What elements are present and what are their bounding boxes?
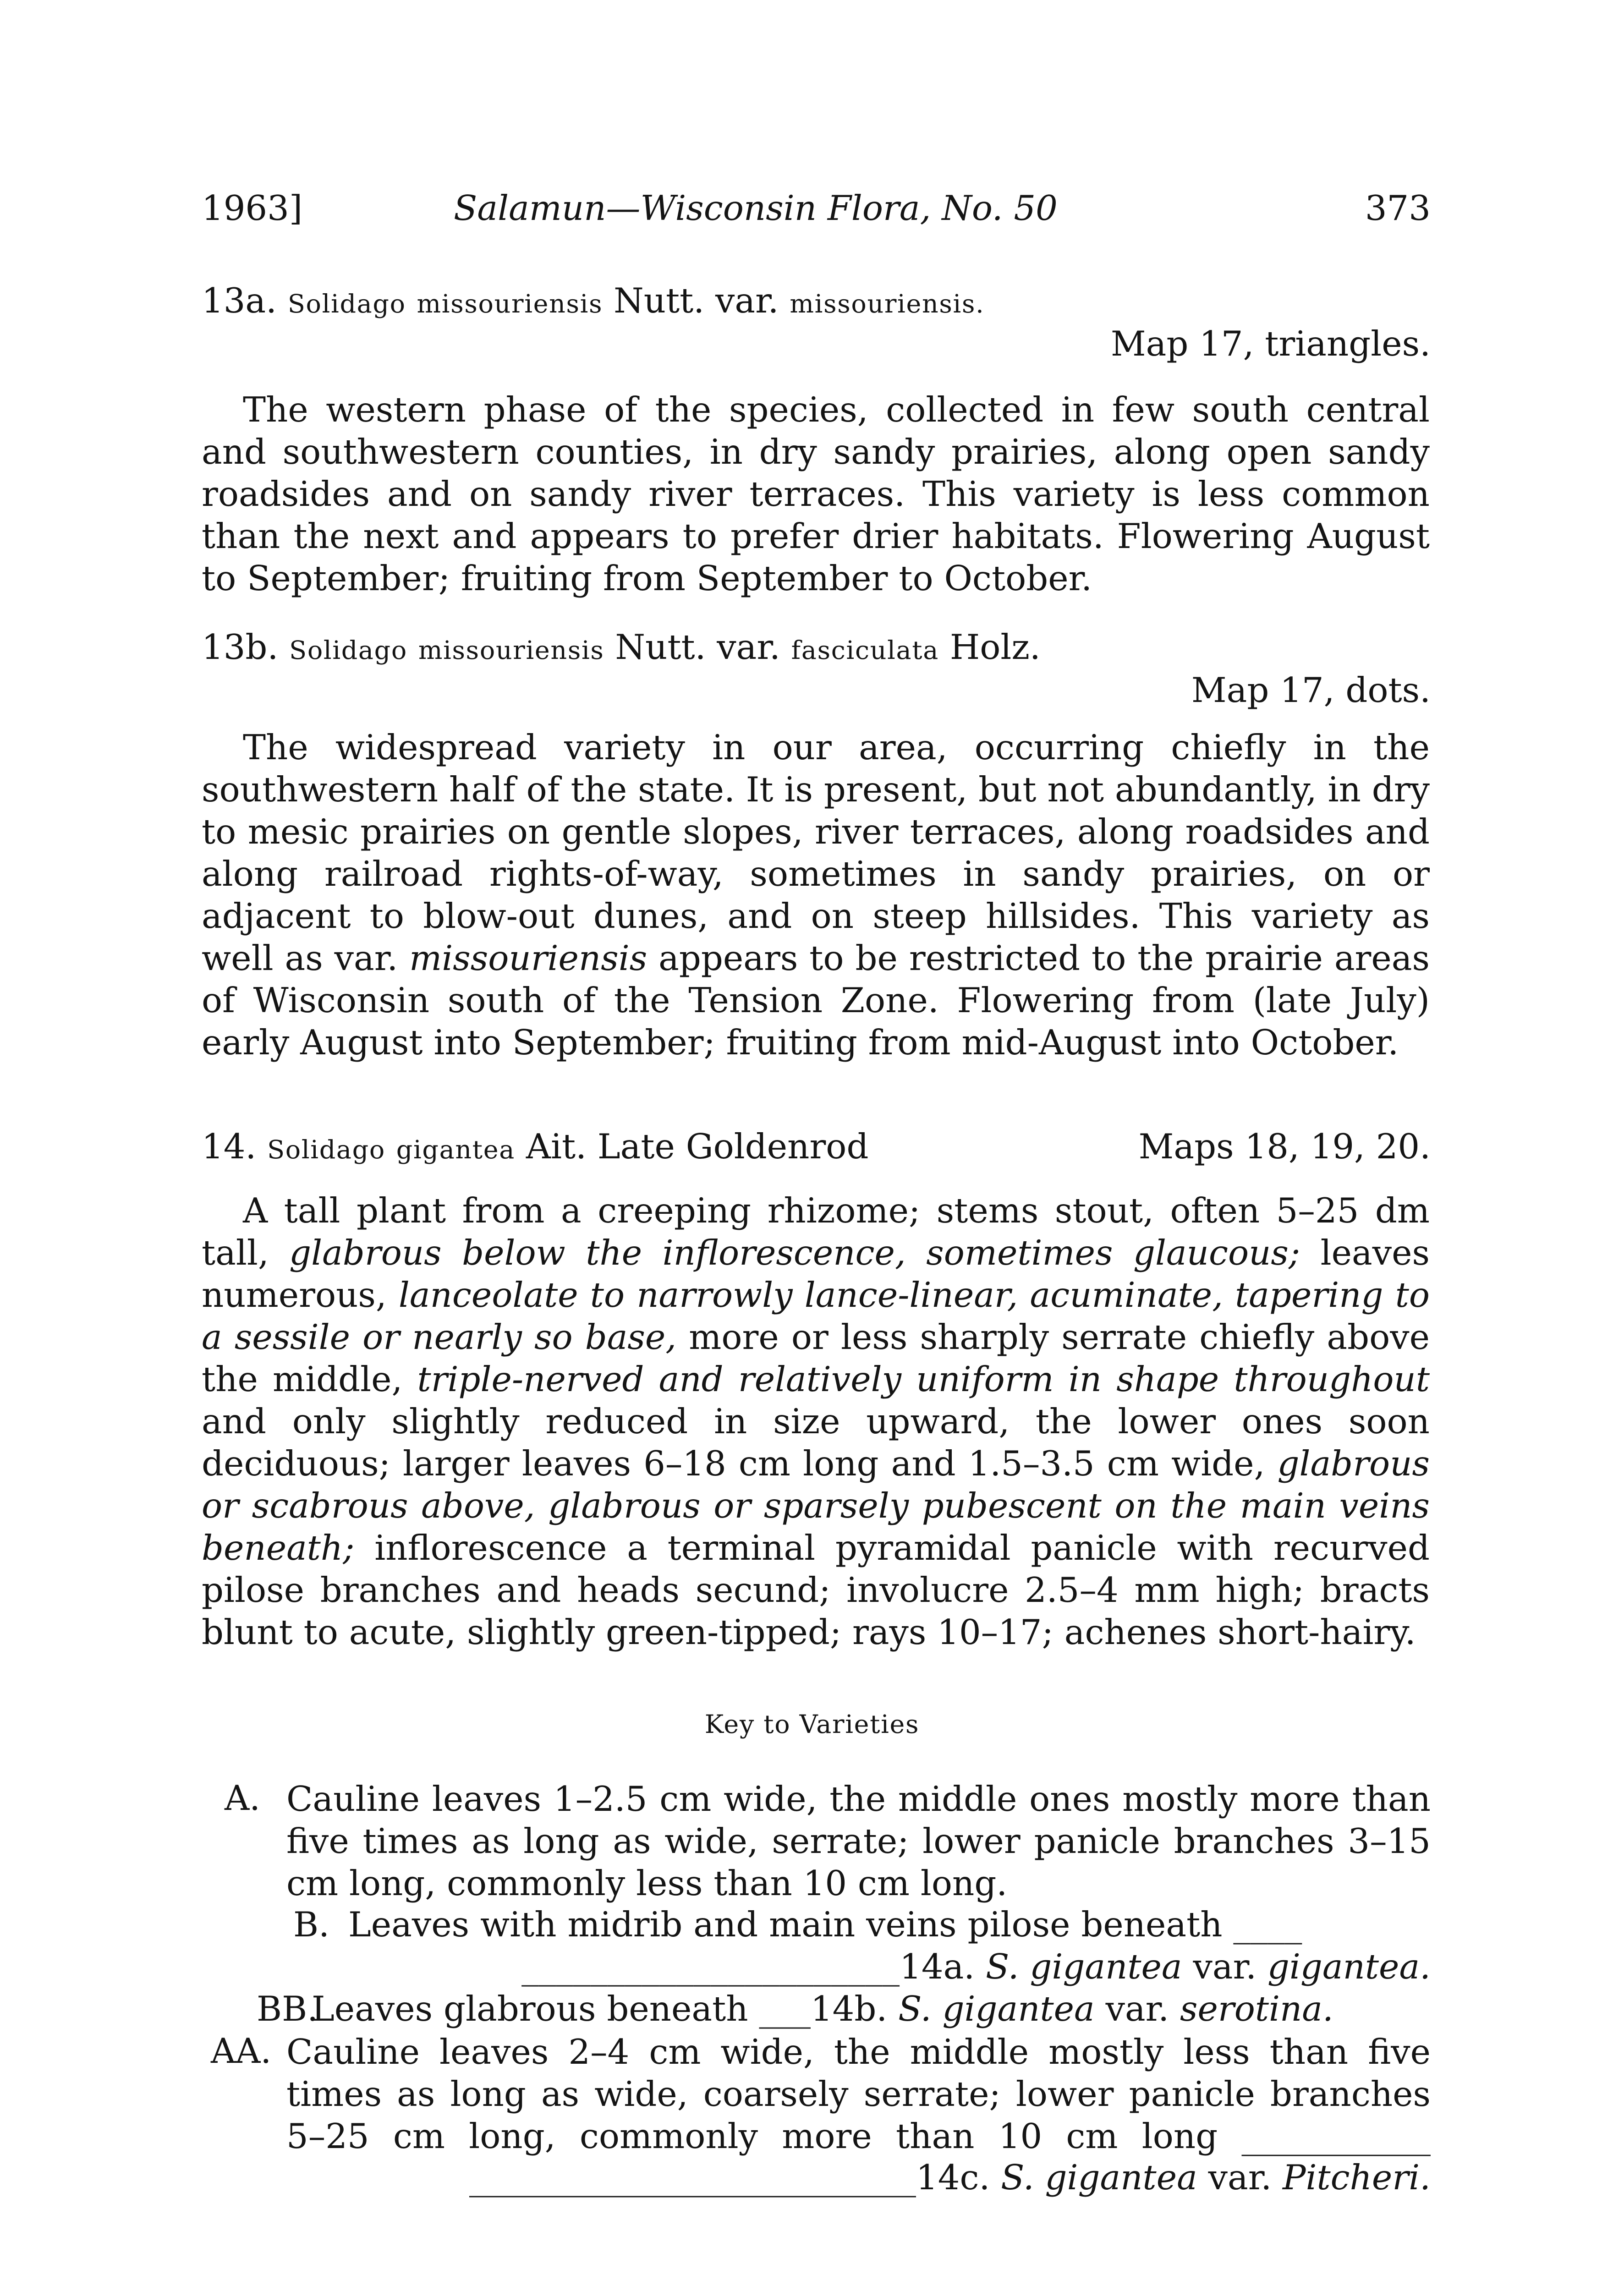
variety: missouriensis. (790, 289, 985, 319)
result-number: 14a. (900, 1946, 975, 1987)
description-italic: triple-nerved and relatively uniform in shape throughout (417, 1359, 1430, 1399)
author-common-name: Ait. Late Goldenrod (526, 1126, 869, 1167)
species: missouriensis (418, 636, 604, 665)
section-number: 14. (202, 1126, 257, 1167)
section-13b-text (202, 726, 1430, 1063)
result-name: S. gigantea (898, 1989, 1095, 2029)
key-text: Leaves with midrib and main veins pilose beneath (348, 1904, 1223, 1945)
map-reference: Map 17, dots. (1191, 670, 1431, 710)
result-var: var. (1208, 2157, 1272, 2198)
key-label-A: A. (225, 1778, 261, 1818)
description-text: inflorescence a terminal pyramidal panicle with recurved pilose branches and heads secund; involucre 2.5–4 mm high; bracts blunt to acute, slightly green-tipped; rays 10–17; achenes short-hairy. (202, 1528, 1430, 1652)
key-label-BB: BB. (257, 1989, 318, 2029)
result-name: S. gigantea (1001, 2157, 1197, 2198)
text-part: appears to be restricted to the prairie areas of Wisconsin south of the Tension Zone. Flowering from (late July) early August into September; fruiting from mid-August into October. (202, 938, 1430, 1063)
key-label-AA: AA. (211, 2031, 272, 2071)
species: missouriensis (417, 289, 603, 319)
genus: Solidago (287, 289, 406, 319)
key-lead-BB (312, 1989, 1431, 2029)
map-reference: Maps 18, 19, 20. (1138, 1126, 1431, 1167)
variety: fasciculata (791, 636, 939, 665)
section-13a-text: The western phase of the species, collected in few south central and southwestern counties, in dry sandy prairies, along open sandy roadsides and on sandy river terraces. This variety is less common than the next and appears to prefer drier habitats. Flowering August to September; fruiting from September to October. (202, 389, 1430, 598)
key-lead-AA (286, 2031, 1431, 2157)
author: Nutt. var. (615, 627, 780, 667)
description-text: leaves numerous, (202, 1233, 1430, 1315)
key-result-14a (521, 1946, 1431, 1987)
section-13a-heading (202, 280, 984, 321)
description-italic: glabrous below the inflorescence, sometimes glaucous; (289, 1233, 1300, 1273)
leader-dots: ____ (1233, 1904, 1302, 1945)
section-number: 13a. (202, 280, 277, 321)
section-13b-heading (202, 627, 1041, 667)
result-number: 14c. (916, 2157, 990, 2198)
key-lead-B (348, 1904, 1302, 1945)
description-italic: lanceolate to narrowly lance-linear, acuminate, tapering to a sessile or nearly so base, (202, 1275, 1430, 1357)
header-year: 1963] (202, 188, 303, 228)
text-part: The widespread variety in our area, occurring chiefly in the southwestern half of the state. It is present, but not abundantly, in dry to mesic prairies on gentle slopes, river terraces, along roadsides and along railroad rights-of-way, sometimes in sandy prairies, on or adjacent to blow-out dunes, and on steep hillsides. This variety as well as var. (202, 727, 1430, 978)
description-text: more or less sharply serrate chiefly above the middle, (202, 1317, 1430, 1399)
running-title: Salamun—Wisconsin Flora, No. 50 (454, 188, 1058, 228)
genus: Solidago (289, 636, 407, 665)
key-title (0, 1701, 1624, 1741)
author: Nutt. var. (614, 280, 779, 321)
result-name: S. gigantea (986, 1946, 1182, 1987)
key-text: Leaves glabrous beneath (312, 1989, 748, 2029)
key-label-B: B. (293, 1904, 329, 1945)
description-text: and only slightly reduced in size upward, the lower ones soon deciduous; larger leaves 6–18 cm long and 1.5–3.5 cm wide, (202, 1401, 1430, 1484)
result-variety: gigantea. (1267, 1946, 1431, 1987)
text-italic: missouriensis (409, 938, 647, 978)
result-var: var. (1105, 1989, 1169, 2029)
result-number: 14b. (810, 1989, 888, 2029)
leader-dots: ______________________ (521, 1946, 900, 1987)
section-14-description (202, 1189, 1430, 1653)
section-14-heading (202, 1126, 868, 1167)
variety-author: Holz. (949, 627, 1041, 667)
map-reference: Map 17, triangles. (1110, 323, 1431, 364)
key-result-14c (469, 2157, 1431, 2198)
key-title-text: Key to Varieties (704, 1710, 920, 1739)
result-variety: Pitcheri. (1283, 2157, 1431, 2198)
description-italic: glabrous or scabrous above, glabrous or sparsely pubescent on the main veins beneath; (202, 1443, 1430, 1568)
result-var: var. (1193, 1946, 1257, 1987)
species: gigantea (396, 1135, 515, 1165)
description-text: A tall plant from a creeping rhizome; stems stout, often 5–25 dm tall, (202, 1190, 1430, 1273)
section-number: 13b. (202, 627, 279, 667)
key-lead-A: Cauline leaves 1–2.5 cm wide, the middle ones mostly more than five times as long as wide, serrate; lower panicle branches 3–15 cm long, commonly less than 10 cm long. (286, 1779, 1431, 1903)
genus: Solidago (267, 1135, 385, 1165)
leader-dots: ___ (759, 1989, 811, 2029)
page-number: 373 (1365, 188, 1431, 228)
leader-dots: __________________________ (469, 2157, 916, 2198)
result-variety: serotina. (1180, 1989, 1333, 2029)
key-text: Cauline leaves 2–4 cm wide, the middle mostly less than five times as long as wide, coarsely serrate; lower panicle branches 5–25 cm long, commonly more than 10 cm long (286, 2032, 1431, 2156)
leader-dots: ___________ (1241, 2116, 1431, 2156)
